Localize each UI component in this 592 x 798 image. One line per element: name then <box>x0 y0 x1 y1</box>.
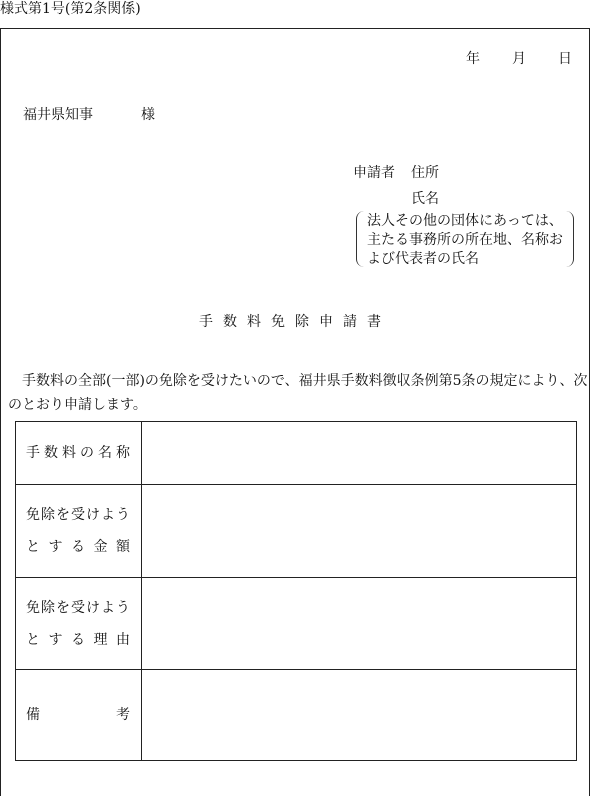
label-char: 手 <box>26 445 40 461</box>
label-line <box>26 499 130 531</box>
year-label: 年 <box>466 51 480 67</box>
applicant-label: 申請者 <box>353 165 395 181</box>
label-char: 数 <box>44 445 58 461</box>
label-char: 考 <box>116 707 130 723</box>
label-char: 備 <box>26 707 40 723</box>
name-label: 氏名 <box>411 191 439 207</box>
table-row <box>16 485 577 578</box>
form-number-label: 様式第1号(第2条関係) <box>0 1 141 17</box>
label-char: 除 <box>41 599 55 616</box>
row-label-remarks <box>16 670 142 761</box>
note-line: 主たる事務所の所在地、名称お <box>367 232 563 248</box>
document-title: 手数料免除申請書 <box>199 314 391 330</box>
label-char: う <box>116 507 130 523</box>
label-char: 称 <box>116 445 130 461</box>
label-line <box>26 437 130 469</box>
day-label: 日 <box>558 51 572 67</box>
exemption-amount-field[interactable] <box>142 485 577 578</box>
label-char: す <box>48 631 63 648</box>
label-line <box>26 699 130 731</box>
label-char: す <box>48 539 63 555</box>
addressee <box>23 104 155 124</box>
table-row <box>16 578 577 670</box>
remarks-field[interactable] <box>142 670 577 761</box>
label-char: と <box>26 539 40 555</box>
note-line: 法人その他の団体にあっては、 <box>367 213 563 229</box>
addressee-honorific: 様 <box>141 107 155 123</box>
label-char: 名 <box>98 445 112 461</box>
label-char: 免 <box>26 507 40 523</box>
label-char: 受 <box>71 507 85 523</box>
address-label: 住所 <box>411 165 439 181</box>
fee-name-field[interactable] <box>142 422 577 485</box>
label-line <box>26 624 130 656</box>
label-char: け <box>86 507 100 523</box>
label-char: 料 <box>62 445 76 461</box>
table-row <box>16 670 577 761</box>
right-parenthesis <box>565 211 574 267</box>
exemption-reason-field[interactable] <box>142 578 577 670</box>
label-char: よ <box>101 507 115 523</box>
label-char: 除 <box>41 507 55 523</box>
addressee-name: 福井県知事 <box>23 107 93 123</box>
request-statement: 手数料の全部(一部)の免除を受けたいので、福井県手数料徴収条例第5条の規定により、次のとおり申請します。 <box>8 373 588 413</box>
label-char: る <box>71 631 85 648</box>
corporation-note <box>356 211 574 271</box>
label-char: の <box>80 445 94 461</box>
label-char: 額 <box>116 539 130 555</box>
label-char: を <box>56 507 70 523</box>
label-char: 免 <box>26 599 40 616</box>
corporation-note-text <box>367 212 563 269</box>
label-char: と <box>26 631 40 648</box>
left-parenthesis <box>356 211 365 267</box>
label-char: 金 <box>93 539 108 555</box>
label-char: う <box>116 599 130 616</box>
label-char: 理 <box>93 631 108 648</box>
note-line: よび代表者の氏名 <box>367 251 479 267</box>
month-label: 月 <box>512 51 526 67</box>
label-char: 受 <box>71 599 85 616</box>
label-char: 由 <box>116 631 130 648</box>
label-char: け <box>86 599 100 616</box>
label-char: よ <box>101 599 115 616</box>
fee-exemption-table <box>15 421 577 761</box>
date-line <box>466 48 572 68</box>
label-char: を <box>56 599 70 616</box>
row-label-exemption-amount <box>16 485 142 578</box>
table-row <box>16 422 577 485</box>
row-label-fee-name <box>16 422 142 485</box>
row-label-exemption-reason <box>16 578 142 670</box>
label-line <box>26 531 130 563</box>
label-char: る <box>71 539 85 555</box>
label-line <box>26 592 130 624</box>
